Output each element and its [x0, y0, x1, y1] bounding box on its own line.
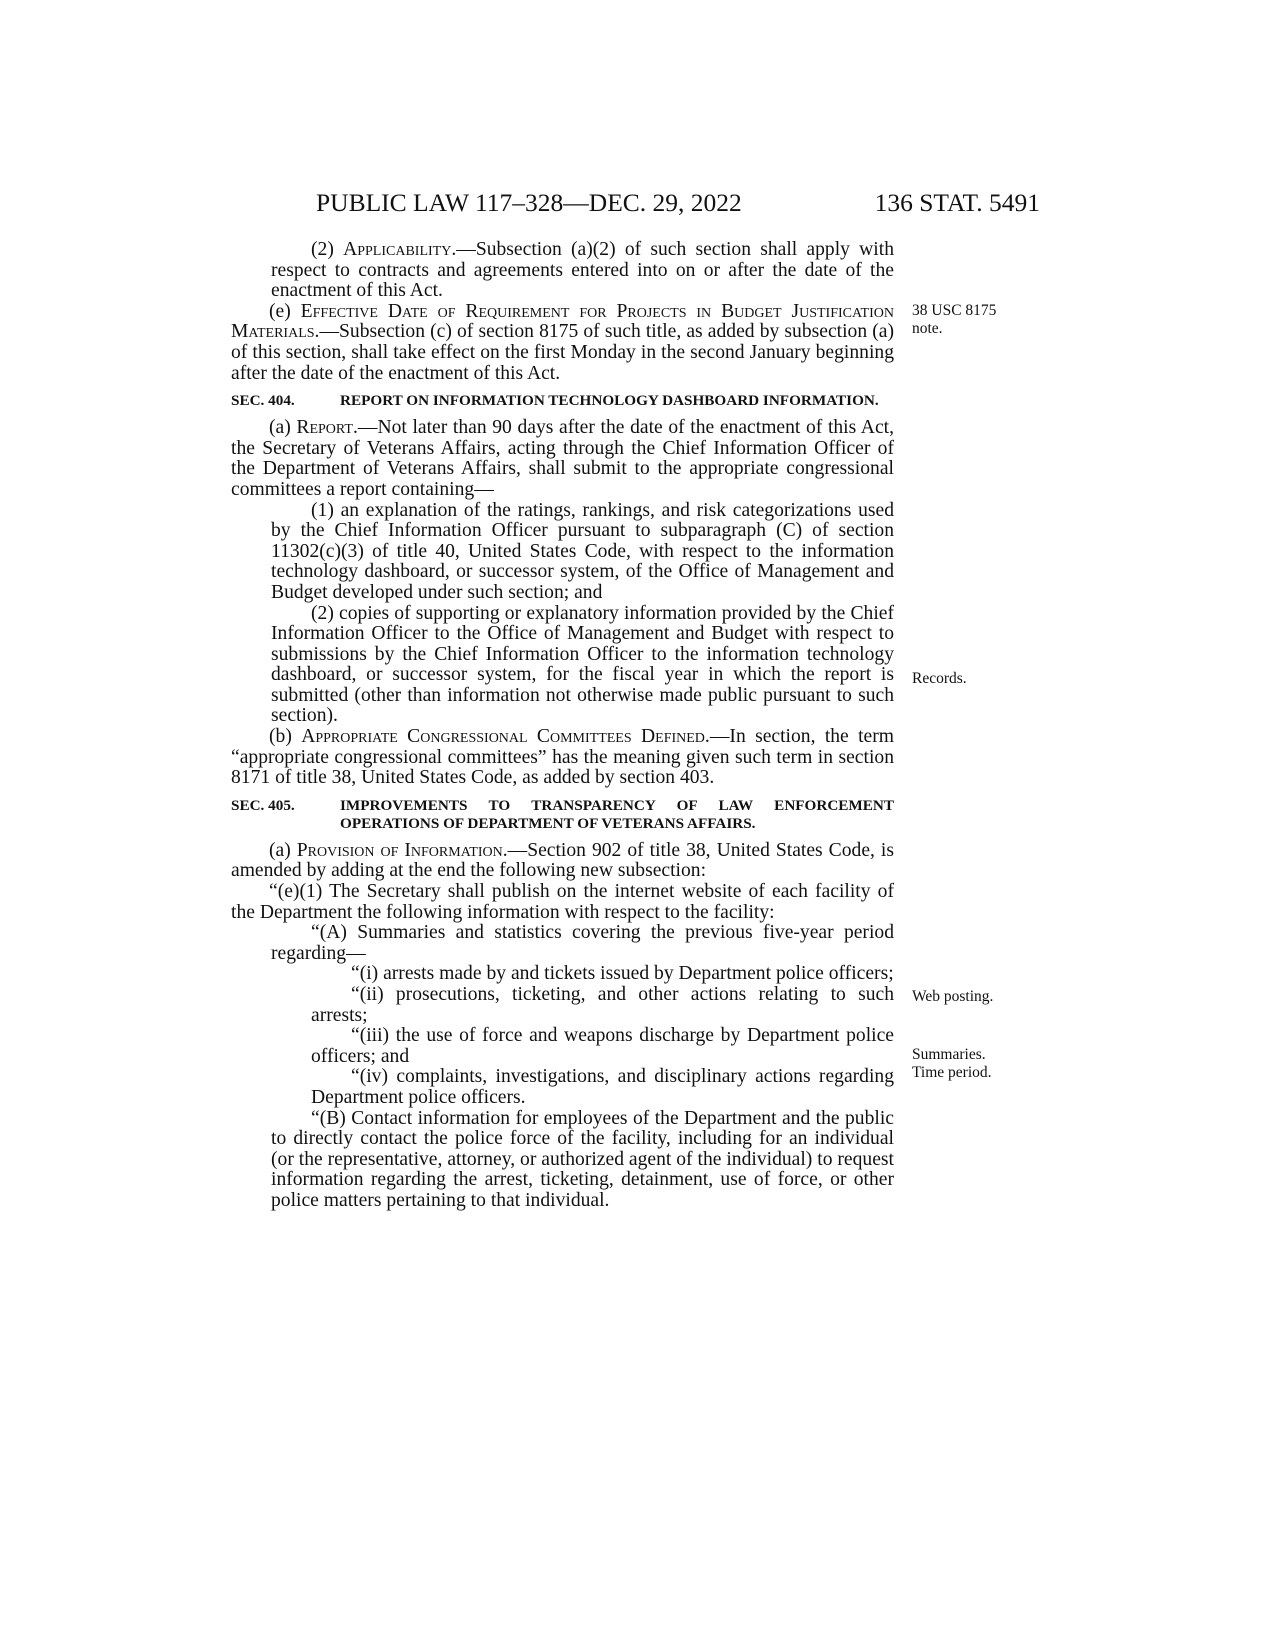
section-404-heading: SEC. 404. REPORT ON INFORMATION TECHNOLOGY DASHBOARD INFORMATION.	[231, 392, 879, 410]
paragraph-iii: “(iii) the use of force and weapons discharge by Department police officers; and	[311, 1025, 894, 1067]
page-header	[236, 186, 1040, 220]
paragraph-e: (e) Effective Date of Requirement for Projects in Budget Justification Materials.—Subsection (c) of section 8175 of such title, as added by subsection (a) of this section, shall take effect on the first Monday in the second January beginning after the date of the enactment of this Act.	[231, 300, 894, 384]
paragraph-e1: “(e)(1) The Secretary shall publish on the internet website of each facility of the Department the following information with respect to the facility:	[231, 881, 894, 923]
paragraph-iv: “(iv) complaints, investigations, and disciplinary actions regarding Department police officers.	[311, 1066, 894, 1108]
paragraph-405a: (a) Provision of Information.—Section 902 of title 38, United States Code, is amended by adding at the end the following new subsection:	[231, 839, 894, 882]
section-405-heading: SEC. 405. IMPROVEMENTS TO TRANSPARENCY OF LAW ENFORCEMENT OPERATIONS OF DEPARTMENT OF VETERANS AFFAIRS.	[231, 796, 894, 832]
paragraph-404a: (a) Report.—Not later than 90 days after the date of the enactment of this Act, the Secretary of Veterans Affairs, acting through the Chief Information Officer of the Department of Veterans Affairs, shall submit to the appropriate congressional committees a report containing—	[231, 417, 894, 500]
paragraph-ii: “(ii) prosecutions, ticketing, and other actions relating to such arrests;	[311, 984, 894, 1026]
margin-note-summaries: Summaries. Time period.	[912, 1046, 992, 1081]
margin-note-web-posting: Web posting.	[912, 988, 994, 1005]
header-title: PUBLIC LAW 117–328—DEC. 29, 2022	[316, 188, 742, 217]
paragraph-i: “(i) arrests made by and tickets issued by Department police officers;	[351, 963, 894, 985]
margin-note-usc: 38 USC 8175 note.	[912, 302, 997, 337]
document-body	[231, 240, 894, 1212]
paragraph-d2: (2) Applicability.—Subsection (a)(2) of such section shall apply with respect to contracts and agreements entered into on or after the date of the enactment of this Act.	[271, 239, 894, 302]
paragraph-A: “(A) Summaries and statistics covering the previous five-year period regarding—	[271, 922, 894, 964]
paragraph-heading: Provision of Information	[296, 839, 503, 861]
paragraph-404b: (b) Appropriate Congressional Committees Defined.—In section, the term “appropriate congressional committees” has the meaning given such term in section 8171 of title 38, United States Code, as added by section 403.	[231, 726, 895, 789]
paragraph-404a1: (1) an explanation of the ratings, rankings, and risk categorizations used by the Chief Information Officer pursuant to subparagraph (C) of section 11302(c)(3) of title 40, United States Code, with respect to the information technology dashboard, or successor system, of the Office of Management and Budget developed under such section; and	[271, 499, 894, 603]
paragraph-heading: Report	[296, 417, 353, 439]
margin-note-records: Records.	[912, 670, 967, 687]
header-stat-page: 136 STAT. 5491	[874, 188, 1040, 217]
paragraph-heading: Appropriate Congressional Committees Defined	[301, 726, 705, 748]
paragraph-heading: Applicability	[343, 239, 452, 260]
paragraph-B: “(B) Contact information for employees of the Department and the public to directly contact the police force of the facility, including for an individual (or the representative, attorney, or authorized agent of the individual) to request information regarding the arrest, ticketing, detainment, use of force, or other police matters pertaining to that individual.	[271, 1107, 894, 1211]
paragraph-404a2: (2) copies of supporting or explanatory information provided by the Chief Information Officer to the Office of Management and Budget with respect to submissions by the Chief Information Officer to the information technology dashboard, or successor system, for the fiscal year in which the report is submitted (other than information not otherwise made public pursuant to such section).	[271, 602, 894, 727]
paragraph-heading: Effective Date of Requirement for Projects in Budget Justification Materials	[231, 300, 894, 343]
